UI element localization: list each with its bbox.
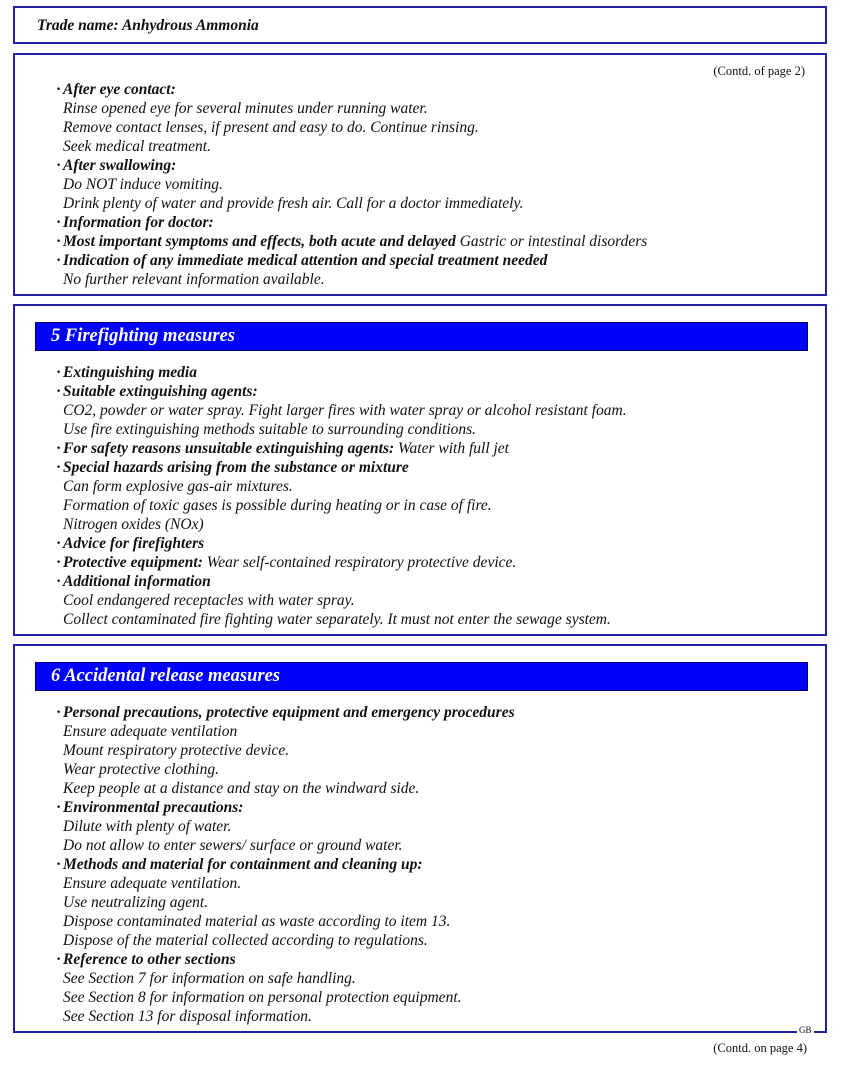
text-line: Ensure adequate ventilation (63, 723, 238, 740)
section-4-continued (13, 53, 827, 296)
item-line (15, 458, 825, 477)
item-line (15, 232, 825, 251)
text-line: Mount respiratory protective device. (63, 742, 290, 759)
text-line: Dispose contaminated material as waste according to item 13. (63, 913, 451, 930)
item-line (15, 251, 825, 270)
item-line (15, 213, 825, 232)
item-label: Information for doctor: (63, 214, 214, 231)
item-label: Environmental precautions: (63, 799, 244, 816)
item-line (15, 382, 825, 401)
trade-name-box (13, 6, 827, 44)
trade-name: Trade name: Anhydrous Ammonia (37, 17, 259, 34)
text-line: Do NOT induce vomiting. (63, 176, 223, 193)
text-line: Keep people at a distance and stay on the windward side. (63, 780, 420, 797)
item-label: Personal precautions, protective equipment and emergency procedures (63, 704, 515, 721)
item-label: Advice for firefighters (63, 535, 205, 552)
text-line: Use fire extinguishing methods suitable to surrounding conditions. (63, 421, 477, 438)
item-label: Special hazards arising from the substance or mixture (63, 459, 409, 476)
item-label: Extinguishing media (63, 364, 197, 381)
item-line (15, 553, 825, 572)
item-line (15, 798, 825, 817)
item-text: Water with full jet (394, 440, 509, 457)
text-line: Seek medical treatment. (63, 138, 211, 155)
item-label: Reference to other sections (63, 951, 236, 968)
contd-from-previous-page: (Contd. of page 2) (713, 64, 805, 78)
item-label: Methods and material for containment and cleaning up: (63, 856, 423, 873)
section-6-accidental-release (13, 644, 827, 1033)
text-line: Collect contaminated fire fighting water separately. It must not enter the sewage system. (63, 611, 611, 628)
text-line: Remove contact lenses, if present and easy to do. Continue rinsing. (63, 119, 479, 136)
item-label: After swallowing: (63, 157, 177, 174)
section-5-firefighting (13, 304, 827, 636)
item-line (15, 534, 825, 553)
text-line: CO2, powder or water spray. Fight larger fires with water spray or alcohol resistant foam. (63, 402, 627, 419)
text-line: See Section 7 for information on safe handling. (63, 970, 356, 987)
section-4-lines (15, 80, 825, 289)
text-line: See Section 8 for information on personal protection equipment. (63, 989, 462, 1006)
text-line: Dilute with plenty of water. (63, 818, 232, 835)
item-label: After eye contact: (63, 81, 176, 98)
text-line: Cool endangered receptacles with water spray. (63, 592, 355, 609)
text-line: Do not allow to enter sewers/ surface or ground water. (63, 837, 403, 854)
item-label: Most important symptoms and effects, both acute and delayed (63, 233, 456, 250)
item-label: For safety reasons unsuitable extinguishing agents: (63, 440, 395, 457)
item-line (15, 80, 825, 99)
item-line (15, 363, 825, 382)
item-text: Wear self-contained respiratory protective device. (202, 554, 517, 571)
section-5-lines (15, 363, 825, 629)
text-line: Rinse opened eye for several minutes under running water. (63, 100, 428, 117)
text-line: Nitrogen oxides (NOx) (63, 516, 204, 533)
item-line (15, 156, 825, 175)
item-line (15, 855, 825, 874)
country-code: GB (799, 1025, 812, 1035)
text-line: Formation of toxic gases is possible during heating or in case of fire. (63, 497, 492, 514)
item-line (15, 439, 825, 458)
text-line: Ensure adequate ventilation. (63, 875, 242, 892)
item-label: Protective equipment: (63, 554, 203, 571)
item-line (15, 703, 825, 722)
section-6-lines (15, 703, 825, 1026)
item-label: Suitable extinguishing agents: (63, 383, 258, 400)
item-text: Gastric or intestinal disorders (455, 233, 648, 250)
text-line: See Section 13 for disposal information. (63, 1008, 312, 1025)
section-5-title: 5 Firefighting measures (35, 322, 808, 351)
text-line: No further relevant information available. (63, 271, 325, 288)
text-line: Use neutralizing agent. (63, 894, 209, 911)
item-label: Additional information (63, 573, 211, 590)
text-line: Drink plenty of water and provide fresh air. Call for a doctor immediately. (63, 195, 524, 212)
item-line (15, 950, 825, 969)
item-line (15, 572, 825, 591)
text-line: Dispose of the material collected according to regulations. (63, 932, 428, 949)
item-label: Indication of any immediate medical attention and special treatment needed (63, 252, 548, 269)
contd-on-next-page: (Contd. on page 4) (713, 1041, 807, 1055)
text-line: Wear protective clothing. (63, 761, 219, 778)
section-6-title: 6 Accidental release measures (35, 662, 808, 691)
text-line: Can form explosive gas-air mixtures. (63, 478, 293, 495)
